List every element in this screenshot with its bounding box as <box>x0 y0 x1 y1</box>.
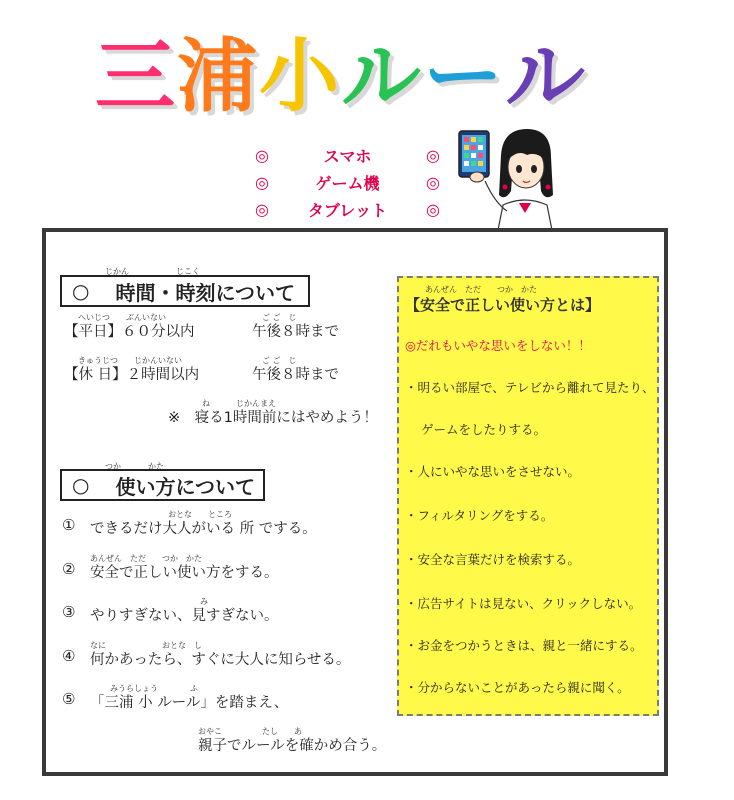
safe-use-item: ・分からないことがあったら親に聞く。 <box>405 680 630 695</box>
double-circle-icon: ◎ <box>426 146 440 165</box>
ruby-text: みうらしょう ふ <box>110 684 198 693</box>
safe-use-item: ゲームをしたりする。 <box>421 422 547 437</box>
safe-use-item: ・明るい部屋で、テレビから離れて見たり、 <box>405 380 655 395</box>
ruby-text: じこく <box>176 267 200 276</box>
weekday-limit: 【平日】６０分以内 <box>64 324 195 340</box>
ruby-text: おとな ところ <box>168 510 232 519</box>
ruby-text: かた <box>148 462 164 471</box>
device-label: ゲーム機 <box>315 174 380 193</box>
item-number: ⑤ <box>62 690 76 708</box>
title-char-6: ル <box>505 30 587 123</box>
item-number: ① <box>62 516 76 534</box>
ruby-text: へいじつ ぶんいない <box>78 313 166 322</box>
safe-use-box <box>397 276 659 716</box>
double-circle-icon: ◎ <box>255 146 269 165</box>
device-item <box>255 142 440 169</box>
usage-rule: 何かあったら、すぐに大人に知らせる。 <box>90 652 351 668</box>
ruby-text: ね <box>202 399 210 408</box>
ruby-text: じかんまえ <box>236 399 276 408</box>
safe-use-item: ・お金をつかうときは、親と一緒にする。 <box>405 638 643 653</box>
title-char-4: ル <box>341 30 423 123</box>
weekday-time: 午後８時まで <box>252 324 339 340</box>
usage-rule: 安全で正しい使い方をする。 <box>90 565 279 581</box>
safe-use-item: ・フィルタリングをする。 <box>405 508 554 523</box>
safe-use-subtitle: ◎だれもいやな思いをしない！！ <box>405 338 591 353</box>
device-list <box>255 142 440 223</box>
girl-with-tablet-illustration <box>455 125 565 235</box>
double-circle-icon: ◎ <box>426 173 440 192</box>
ruby-text: おやこ たし あ <box>198 727 302 736</box>
double-circle-icon: ◎ <box>255 200 269 219</box>
ruby-text: なに おとな し <box>90 641 202 650</box>
device-item <box>255 196 440 223</box>
holiday-limit: 【休 日】２時間以内 <box>64 367 200 383</box>
ruby-text: じかん <box>105 267 129 276</box>
section-heading-text: 時間・時刻について <box>115 280 296 305</box>
usage-section-heading <box>60 469 265 501</box>
item-number: ② <box>62 560 76 578</box>
usage-rule-continuation: 親子でルールを確かめ合う。 <box>198 738 387 754</box>
device-label: タブレット <box>307 201 388 220</box>
title-char-1: 三 <box>95 30 177 123</box>
ruby-text: つか <box>105 462 121 471</box>
ruby-text: あんぜん ただ つか かた <box>90 554 202 563</box>
bedtime-note: ※ 寝る1時間前にはやめよう！ <box>168 410 378 426</box>
usage-rule: やりすぎない、見すぎない。 <box>90 608 279 624</box>
holiday-time: 午後８時まで <box>252 367 339 383</box>
title-char-3: 小 <box>259 30 341 123</box>
safe-use-item: ・広告サイトは見ない、クリックしない。 <box>405 596 642 611</box>
item-number: ④ <box>62 647 76 665</box>
safe-use-item: ・人にいやな思いをさせない。 <box>405 464 581 479</box>
usage-rule: 「三浦 小 ルール」を踏まえ、 <box>90 695 289 711</box>
circle-mark: ○ <box>72 473 90 497</box>
double-circle-icon: ◎ <box>255 173 269 192</box>
usage-rule: できるだけ大人がいる 所 でする。 <box>90 521 317 537</box>
section-heading-text: 使い方について <box>115 474 256 499</box>
page-title <box>95 22 587 123</box>
item-number: ③ <box>62 603 76 621</box>
ruby-text: み <box>200 597 208 606</box>
ruby-text: きゅうじつ じかんいない <box>78 356 182 365</box>
ruby-text: ご ご じ <box>262 313 297 322</box>
safe-use-title: 【安全で正しい使い方とは】 <box>405 296 601 314</box>
device-label: スマホ <box>323 147 372 166</box>
double-circle-icon: ◎ <box>426 200 440 219</box>
device-item <box>255 169 440 196</box>
ruby-text: ご ご じ <box>262 356 297 365</box>
ruby-text: あんぜん ただ つか かた <box>425 285 537 294</box>
circle-mark: ○ <box>72 279 90 303</box>
title-char-5: ー <box>423 30 505 123</box>
time-section-heading <box>60 275 310 307</box>
title-char-2: 浦 <box>177 30 259 123</box>
safe-use-item: ・安全な言葉だけを検索する。 <box>405 552 581 567</box>
